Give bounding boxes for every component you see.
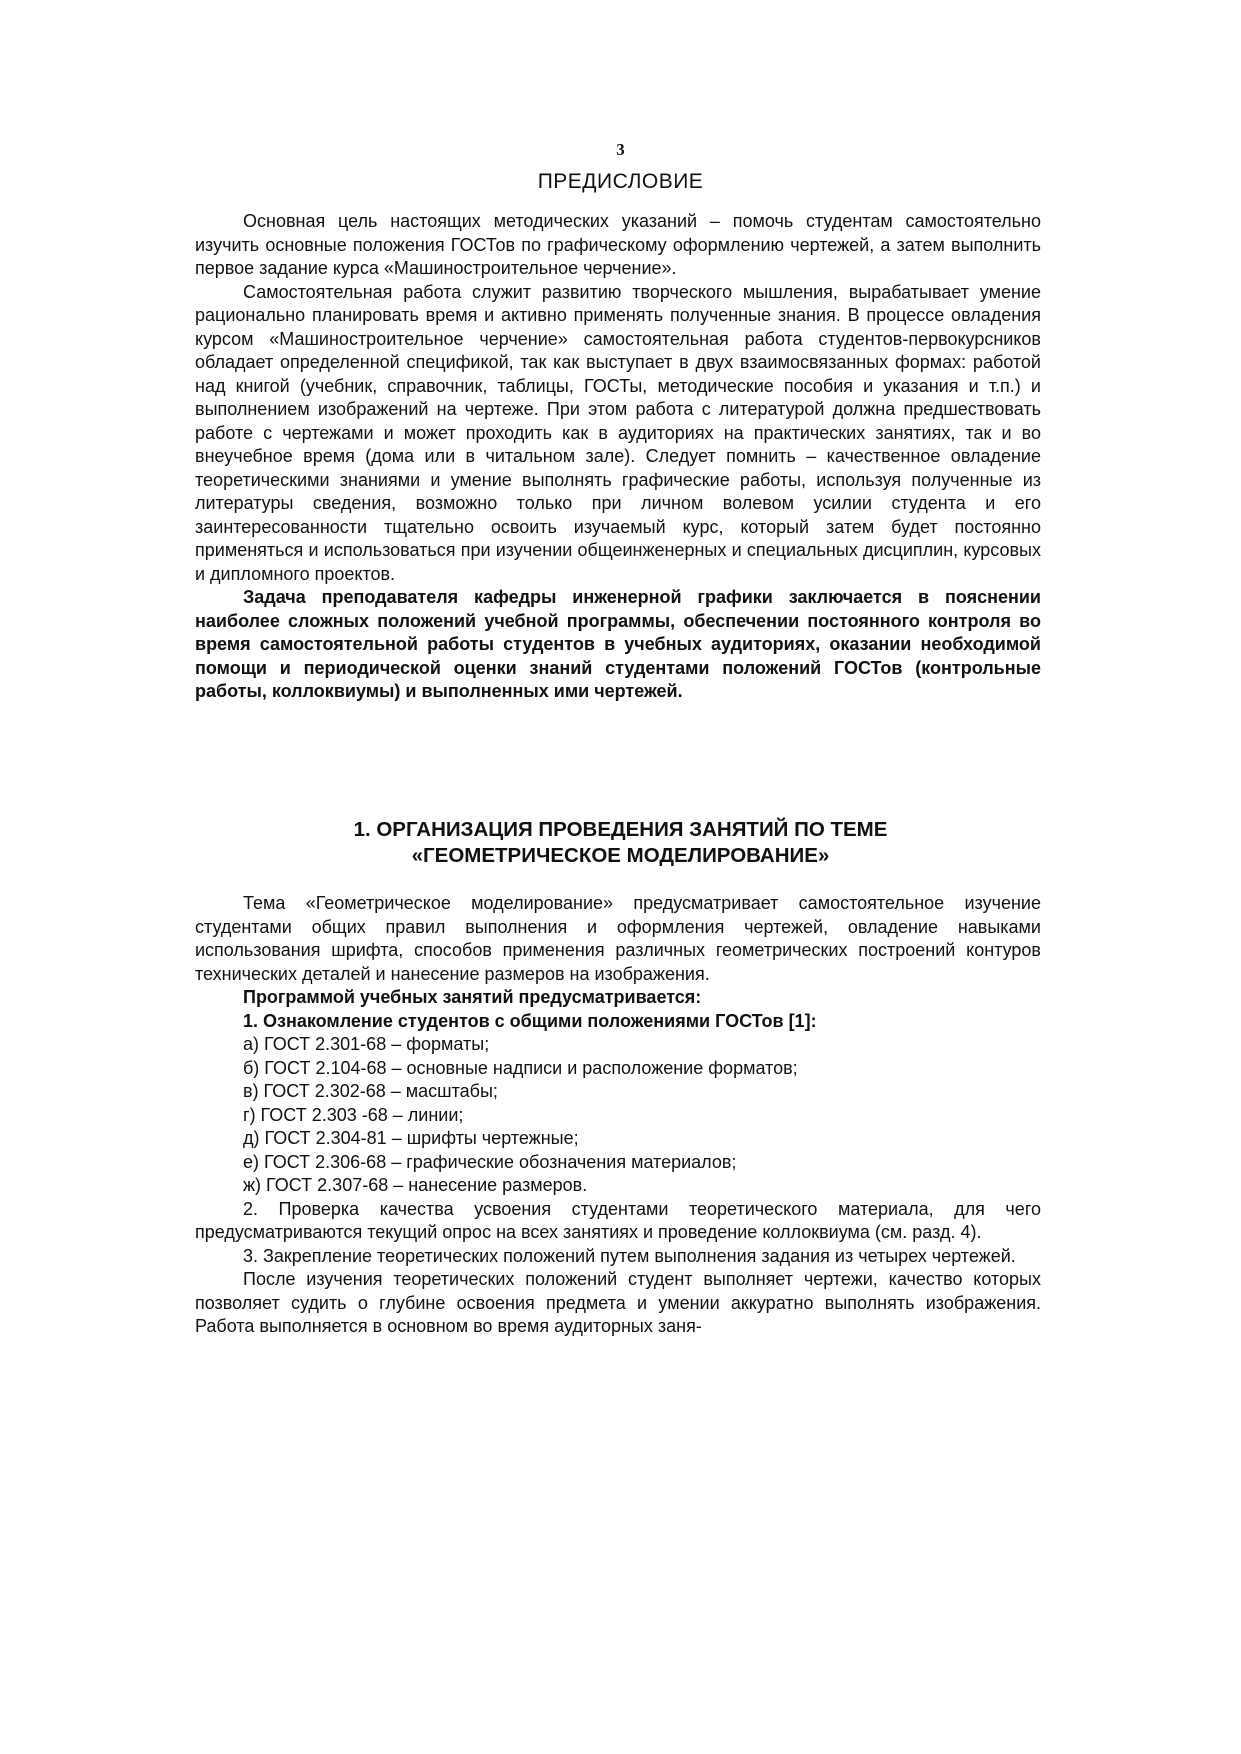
gost-list-item: а) ГОСТ 2.301-68 – форматы; — [243, 1034, 490, 1054]
program-item-2: 2. Проверка качества усвоения студентами теоретического материала, для чего предусматриваются текущий опрос на всех занятиях и проведение коллоквиума (см. разд. 4). — [195, 1198, 1041, 1242]
preface-paragraph-3: Задача преподавателя кафедры инженерной графики заключается в пояснении наиболее сложных положений учебной программы, обеспечении постоянного контроля во время самостоятельной работы студентов в учебных аудиториях, оказании необходимой помощи и периодической оценки знаний студентами положений ГОСТов (контрольные работы, коллоквиумы) и выполненных ими чертежей. — [195, 587, 1041, 701]
gost-list-item: д) ГОСТ 2.304-81 – шрифты чертежные; — [243, 1128, 579, 1148]
gost-list-item: б) ГОСТ 2.104-68 – основные надписи и расположение форматов; — [243, 1057, 798, 1078]
gost-list-item: в) ГОСТ 2.302-68 – масштабы; — [243, 1081, 498, 1101]
preface-section — [195, 210, 1041, 704]
page-number: 3 — [616, 140, 625, 159]
program-item-3: 3. Закрепление теоретических положений путем выполнения задания из четырех чертежей. — [243, 1245, 1016, 1266]
section-1-heading-line-1: 1. ОРГАНИЗАЦИЯ ПРОВЕДЕНИЯ ЗАНЯТИЙ ПО ТЕМЕ — [353, 818, 888, 841]
program-item-1: 1. Ознакомление студентов с общими положениями ГОСТов [1]: — [243, 1010, 817, 1031]
section-1-intro: Тема «Геометрическое моделирование» предусматривает самостоятельное изучение студентами общих правил выполнения и оформления чертежей, овладение навыками использования шрифта, способов применения различных геометрических построений контуров технических деталей и нанесение размеров на изображения. — [195, 893, 1041, 984]
preface-paragraph-2: Самостоятельная работа служит развитию творческого мышления, вырабатывает умение рационально планировать время и активно применять полученные знания. В процессе овладения курсом «Машиностроительное черчение» самостоятельная работа студентов-первокурсников обладает определенной спецификой, так как выступает в двух взаимосвязанных формах: работой над книгой (учебник, справочник, таблицы, ГОСТы, методические пособия и указания и т.п.) и выполнением изображений на чертеже. При этом работа с литературой должна предшествовать работе с чертежами и может проходить как в аудиториях на практических занятиях, так и во внеучебное время (дома или в читальном зале). Следует помнить – качественное овладение теоретическими знаниями и умение выполнять графические работы, используя полученные из литературы сведения, возможно только при личном волевом усилии студента и его заинтересованности тщательно освоить изучаемый курс, который затем будет постоянно применяться и использоваться при изучении общеинженерных и специальных дисциплин, курсовых и дипломного проектов. — [195, 281, 1041, 584]
gost-list-item: ж) ГОСТ 2.307-68 – нанесение размеров. — [243, 1175, 588, 1195]
section-1-body — [195, 892, 1041, 1339]
section-1-heading — [0, 817, 1241, 869]
page-title: ПРЕДИСЛОВИЕ — [537, 170, 704, 193]
section-1-heading-line-2: «ГЕОМЕТРИЧЕСКОЕ МОДЕЛИРОВАНИЕ» — [411, 844, 830, 867]
gost-list-item: е) ГОСТ 2.306-68 – графические обозначения материалов; — [243, 1151, 737, 1172]
gost-list-item: г) ГОСТ 2.303 -68 – линии; — [243, 1104, 464, 1125]
section-1-closing: После изучения теоретических положений студент выполняет чертежи, качество которых позволяет судить о глубине освоения предмета и умении аккуратно выполнять изображения. Работа выполняется в основном во время аудиторных заня- — [195, 1269, 1041, 1336]
preface-paragraph-1: Основная цель настоящих методических указаний – помочь студентам самостоятельно изучить основные положения ГОСТов по графическому оформлению чертежей, а затем выполнить первое задание курса «Машиностроительное черчение». — [195, 211, 1041, 278]
program-line: Программой учебных занятий предусматривается: — [243, 987, 702, 1007]
